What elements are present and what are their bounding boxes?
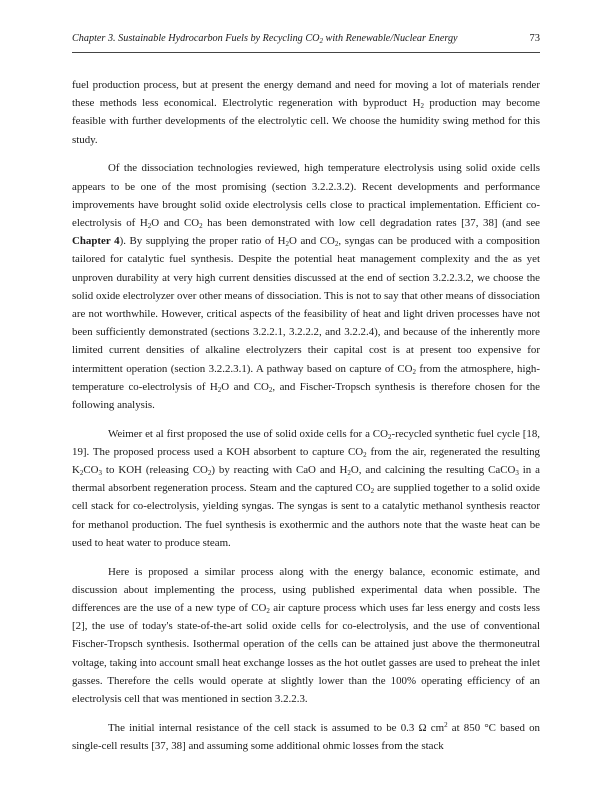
paragraph-2: Of the dissociation technologies reviewed, high temperature electrolysis using solid oxide cells appears to be one of the most promising (section 3.2.2.3.2). Recent developments and performance improvements have brought solid oxide electrolysis cells close to practical implementation. Efficient co-electrolysis of $H_2O$ and $CO_2$ has been demonstrated with low cell degradation rates [37, 38] (and see Chapter 4). By supplying the proper ratio of $H_2O$ and $CO_2$, syngas can be produced with a composition tailored for catalytic fuel synthesis. Despite the potential heat management complexity and the as yet unproven durability at very high current densities discussed at the end of section 3.2.2.3.2, we choose the solid oxide electrolyzer over other means of dissociation. This is not to say that other means of dissociation are not worthwhile. However, critical aspects of the feasibility of heat and light driven processes have not been sufficiently demonstrated (sections 3.2.2.1, 3.2.2.2, and 3.2.2.4), and because of the inherently more limited current densities of alkaline electrolyzers their capital cost is at present too expensive for intermittent operation (section 3.2.2.3.1). A pathway based on capture of $CO_2$ from the atmosphere, high-temperature co-electrolysis of $H_2O$ and $CO_2$, and Fischer-Tropsch synthesis is therefore chosen for the following analysis. [72, 162, 540, 411]
paragraph-1: fuel production process, but at present the energy demand and need for moving a lot of materials render these methods less economical. Electrolytic regeneration with byproduct $H_2$ production may become feasible with further developments of the electrolytic cell. We choose the humidity swing method for this study. [72, 79, 541, 146]
running-header [72, 33, 540, 49]
paragraph-5: The initial internal resistance of the cell stack is assumed to be 0.3 Ω $cm^2$ at 850 °C based on single-cell results [37, 38] and assuming some additional ohmic losses from the stack [72, 720, 540, 752]
paragraph-4: Here is proposed a similar process along with the energy balance, economic estimate, and discussion about implementing the process, using published experimental data when possible. The differences are the use of a new type of $CO_2$ air capture process which uses far less energy and costs less [2], the use of today's state-of-the-art solid oxide cells for co-electrolysis, and the use of conventional Fischer-Tropsch synthesis. Isothermal operation of the cells can be attained just above the thermoneutral voltage, taking into account small heat exchange losses as the hot outlet gasses are used to preheat the inlet gasses. Therefore the cells would operate at slightly lower than the 100% operating efficiency of an electrolysis cell that was mentioned in section 3.2.2.3. [72, 565, 540, 705]
paragraph-3: Weimer et al first proposed the use of solid oxide cells for a $CO_2$-recycled synthetic fuel cycle [18, 19]. The proposed process used a KOH absorbent to capture $CO_2$ from the air, regenerated the resulting $K_2CO_3$ to KOH (releasing $CO_2$) by reacting with CaO and $H_2O$, and calcining the resulting CaCO$_3$ in a thermal absorbent regeneration process. Steam and the captured $CO_2$ are supplied together to a solid oxide cell stack for co-electrolysis, yielding syngas. The syngas is sent to a catalytic methanol synthesis reactor for methanol production. The fuel synthesis is exothermic and the authors note that the waste heat can be used to heat water to produce steam. [72, 427, 541, 549]
header-rule [72, 52, 540, 53]
chapter-title: Chapter 3. Sustainable Hydrocarbon Fuels by Recycling $CO_2$ with Renewable/Nuclear Energy [72, 33, 458, 45]
body-text [72, 76, 540, 766]
page-number: 73 [529, 33, 540, 44]
chapter-reference: Chapter 4 [72, 235, 120, 248]
